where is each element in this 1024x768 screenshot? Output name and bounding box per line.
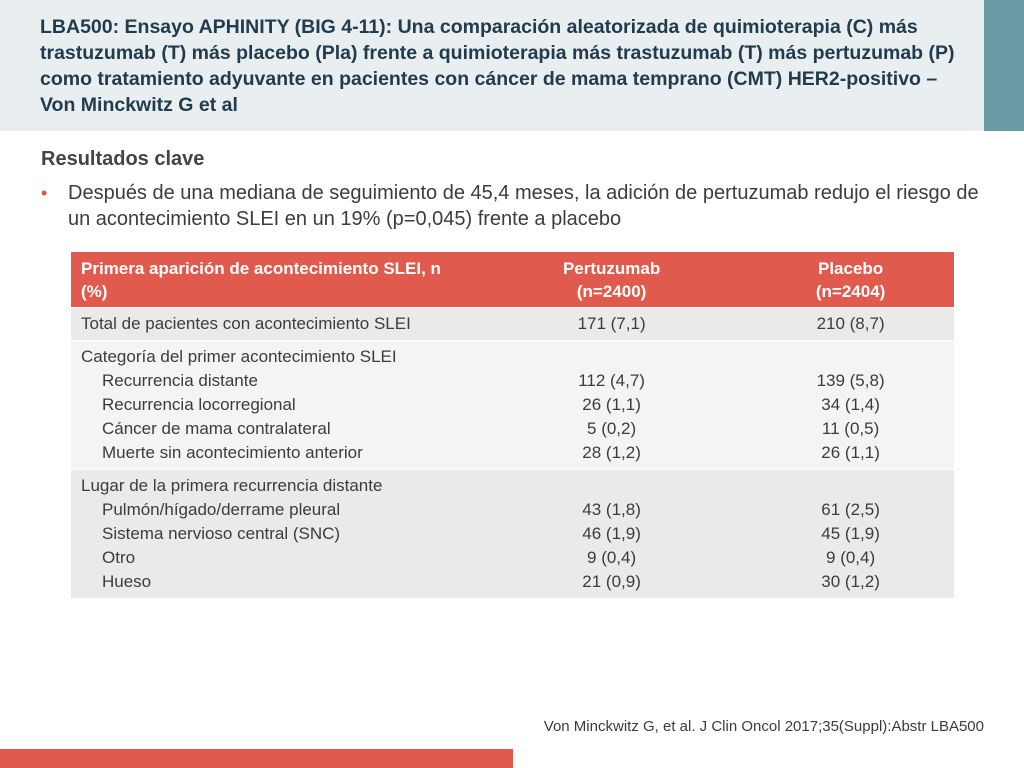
header-pertuzumab xyxy=(476,252,747,308)
category-row-label: Recurrencia distante xyxy=(102,371,258,390)
table-header-row xyxy=(71,252,954,308)
key-result-bullet xyxy=(41,180,996,232)
site-value-pertuzumab: 9 (0,4) xyxy=(587,548,637,567)
site-labels xyxy=(71,470,476,599)
total-label: Total de pacientes con acontecimiento SLEI xyxy=(71,308,476,341)
category-value-pertuzumab: 112 (4,7) xyxy=(578,371,645,390)
header-placebo-n: (n=2404) xyxy=(815,282,886,301)
category-value-placebo: 26 (1,1) xyxy=(821,443,880,462)
slide-title: LBA500: Ensayo APHINITY (BIG 4-11): Una comparación aleatorizada de quimioterapia (C) más trastuzumab (T) más placebo (Pla) frente a quimioterapia más trastuzumab (T) más pertuzumab (P) como tratamiento adyuvante en pacientes con cáncer de mama temprano (CMT) HER2-positivo – Von Minckwitz G et al xyxy=(40,16,955,116)
site-heading: Lugar de la primera recurrencia distante xyxy=(81,476,383,495)
category-value-placebo: 34 (1,4) xyxy=(821,395,880,414)
table-row-total xyxy=(71,308,954,341)
category-value-pertuzumab: 5 (0,2) xyxy=(587,419,637,438)
site-value-placebo: 61 (2,5) xyxy=(821,500,880,519)
category-value-pertuzumab: 26 (1,1) xyxy=(582,395,641,414)
header-event-type: Primera aparición de acontecimiento SLEI, n (%) xyxy=(71,252,476,308)
category-heading: Categoría del primer acontecimiento SLEI xyxy=(81,347,397,366)
site-value-pertuzumab: 21 (0,9) xyxy=(582,572,641,591)
site-row-label: Sistema nervioso central (SNC) xyxy=(102,524,341,543)
results-table xyxy=(71,252,954,598)
citation-reference: Von Minckwitz G, et al. J Clin Oncol 2017;35(Suppl):Abstr LBA500 xyxy=(543,718,984,735)
site-row-label: Hueso xyxy=(102,572,152,591)
category-labels xyxy=(71,341,476,470)
category-value-placebo: 139 (5,8) xyxy=(816,371,885,390)
site-value-placebo: 30 (1,2) xyxy=(821,572,880,591)
site-pertuzumab-values xyxy=(476,470,747,599)
header-placebo xyxy=(747,252,954,308)
table-row-site xyxy=(71,470,954,599)
category-row-label: Recurrencia locorregional xyxy=(102,395,296,414)
header-pertuzumab-name: Pertuzumab xyxy=(562,259,661,278)
site-value-pertuzumab: 43 (1,8) xyxy=(582,500,641,519)
header-pertuzumab-n: (n=2400) xyxy=(576,282,647,301)
site-value-placebo: 45 (1,9) xyxy=(821,524,880,543)
section-subtitle: Resultados clave xyxy=(41,148,205,170)
header-placebo-name: Placebo xyxy=(817,259,884,278)
site-value-placebo: 9 (0,4) xyxy=(826,548,876,567)
table-row-category xyxy=(71,341,954,470)
bullet-dot-icon: • xyxy=(41,183,48,203)
header-accent-block xyxy=(984,0,1024,131)
site-placebo-values xyxy=(747,470,954,599)
total-placebo: 210 (8,7) xyxy=(747,308,954,341)
site-value-pertuzumab: 46 (1,9) xyxy=(582,524,641,543)
category-value-pertuzumab: 28 (1,2) xyxy=(582,443,641,462)
total-pertuzumab: 171 (7,1) xyxy=(476,308,747,341)
site-row-label: Otro xyxy=(102,548,136,567)
category-row-label: Muerte sin acontecimiento anterior xyxy=(102,443,363,462)
category-placebo-values xyxy=(747,341,954,470)
footer-accent-bar xyxy=(0,749,513,768)
category-value-placebo: 11 (0,5) xyxy=(821,419,880,438)
bullet-text: Después de una mediana de seguimiento de 45,4 meses, la adición de pertuzumab redujo el riesgo de un acontecimiento SLEI en un 19% (p=0,045) frente a placebo xyxy=(68,182,979,230)
category-row-label: Cáncer de mama contralateral xyxy=(102,419,331,438)
category-pertuzumab-values xyxy=(476,341,747,470)
site-row-label: Pulmón/hígado/derrame pleural xyxy=(102,500,341,519)
